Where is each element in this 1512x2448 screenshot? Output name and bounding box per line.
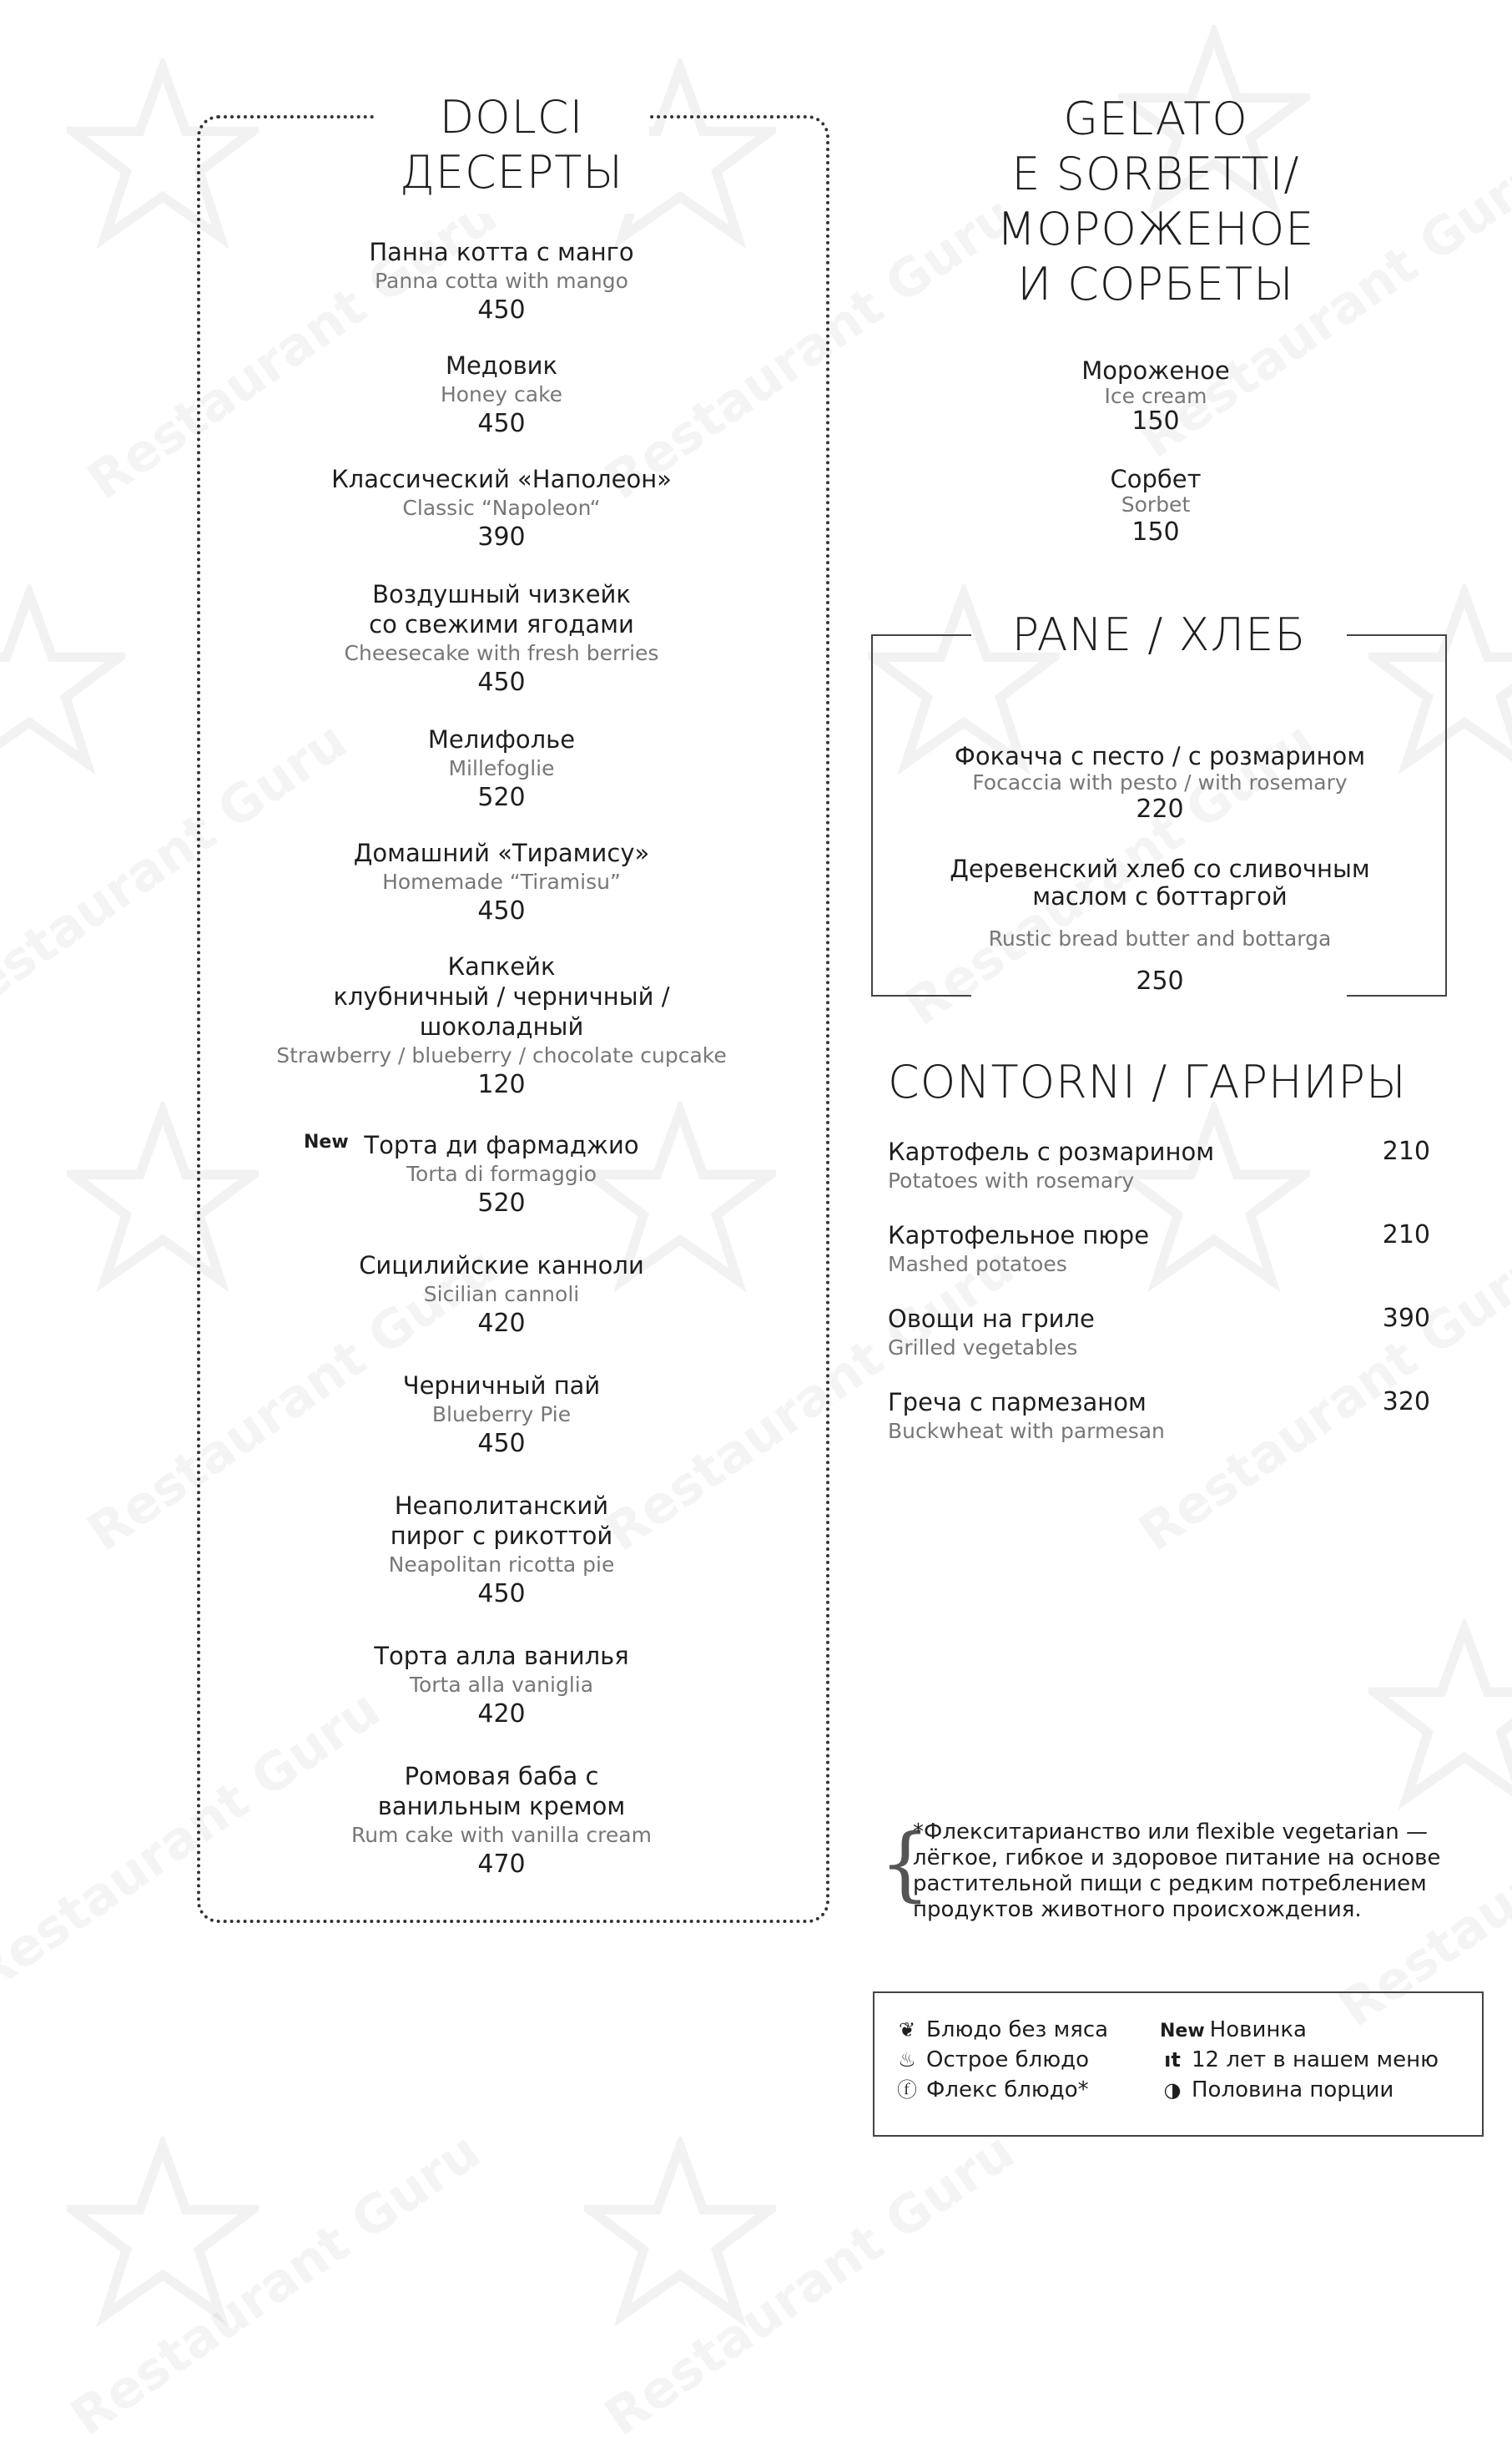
- pane-item-en: Focaccia with pesto / with rosemary: [972, 770, 1348, 795]
- dessert-price: 450: [477, 295, 526, 325]
- dessert-item: [200, 838, 803, 927]
- dessert-item: [200, 237, 803, 326]
- contorni-item-en: Grilled vegetables: [888, 1335, 1078, 1360]
- dessert-item: [200, 464, 803, 553]
- watermark-star-icon: [0, 584, 125, 776]
- dessert-name-ru: Торта ди фармаджио: [364, 1131, 639, 1159]
- dessert-price: 390: [477, 522, 526, 552]
- dessert-item: [200, 1130, 803, 1219]
- gelato-item-ru: Мороженое: [1081, 356, 1230, 385]
- dessert-name-en: Torta di formaggio: [406, 1162, 597, 1186]
- new-icon: New: [1160, 2021, 1205, 2042]
- dessert-name-ru: Черничный пай: [402, 1371, 601, 1400]
- watermark-text: [59, 2120, 491, 2447]
- dessert-name-ru: Домашний «Тирамису»: [353, 839, 650, 867]
- legend-label: 12 лет в нашем меню: [1192, 2047, 1439, 2072]
- dolci-title-line2: ДЕСЕРТЫ: [399, 146, 624, 199]
- gelato-title-line: GELATO: [1063, 93, 1248, 145]
- legend-label: Острое блюдо: [926, 2047, 1089, 2072]
- dessert-name-en: Millefoglie: [448, 756, 555, 780]
- dessert-price: 120: [477, 1070, 526, 1099]
- pane-item-price: 220: [1136, 795, 1184, 824]
- contorni-item-ru: Овощи на гриле: [888, 1305, 1095, 1333]
- footnote-line: лёгкое, гибкое и здоровое питание на основе: [913, 1845, 1441, 1870]
- contorni-item-en: Mashed potatoes: [888, 1252, 1067, 1276]
- legend-label: Новинка: [1209, 2017, 1307, 2042]
- dessert-item: [200, 1370, 803, 1460]
- legend-item: [895, 2077, 1089, 2103]
- dessert-item: [200, 1250, 803, 1340]
- contorni-title: CONTORNI / ГАРНИРЫ: [888, 1056, 1407, 1108]
- dessert-price: 420: [477, 1699, 526, 1729]
- leaf-icon: ❦: [898, 2018, 916, 2042]
- dessert-name-en: Blueberry Pie: [431, 1402, 572, 1426]
- gelato-title-line: E SORBETTI/: [1011, 148, 1300, 200]
- dessert-price: 520: [477, 1189, 526, 1218]
- dessert-price: 450: [477, 409, 526, 438]
- legend-item: [1160, 2016, 1307, 2045]
- legend-item: [895, 2047, 1089, 2073]
- dessert-name-en: Honey cake: [440, 382, 563, 406]
- flex-icon: ⓕ: [897, 2078, 917, 2102]
- watermark-text: [593, 2120, 1025, 2447]
- dessert-name-ru: Ромовая баба с ванильным кремом: [377, 1762, 626, 1820]
- dessert-name-en: Strawberry / blueberry / chocolate cupcake: [276, 1043, 727, 1068]
- contorni-item: [888, 1304, 1430, 1361]
- dessert-item: [200, 1761, 803, 1880]
- dessert-name-en: Cheesecake with fresh berries: [344, 641, 659, 665]
- pane-frame: [1347, 634, 1447, 636]
- pane-frame: [871, 634, 971, 636]
- dessert-name-ru: Капкейк клубничный / черничный / шоколадный: [333, 952, 670, 1041]
- dessert-price: 520: [477, 783, 526, 812]
- dessert-name-ru: Медовик: [445, 351, 558, 380]
- dessert-name-ru: Сицилийские канноли: [359, 1251, 644, 1280]
- dessert-item: [200, 351, 803, 440]
- dessert-name-ru: Воздушный чизкейк со свежими ягодами: [369, 580, 634, 638]
- footnote-line: продуктов животного происхождения.: [913, 1897, 1362, 1922]
- dessert-price: 450: [477, 668, 526, 697]
- pane-title: PANE / ХЛЕБ: [1011, 608, 1307, 661]
- dolci-title-line1: DOLCI: [439, 91, 584, 144]
- gelato-item: [935, 464, 1377, 549]
- contorni-item-ru: Картофельное пюре: [888, 1221, 1150, 1249]
- dessert-name-ru: Торта алла ванилья: [374, 1642, 629, 1670]
- dessert-item: [200, 951, 803, 1101]
- legend-label: Половина порции: [1192, 2077, 1394, 2102]
- new-badge: New: [304, 1132, 349, 1153]
- flexitarian-footnote: [913, 1820, 1455, 1923]
- legend-item: [1160, 2077, 1394, 2103]
- gelato-item-ru: Сорбет: [1110, 465, 1202, 493]
- pane-item: [876, 840, 1444, 1012]
- gelato-title-line: МОРОЖЕНОЕ: [996, 203, 1315, 255]
- contorni-item-ru: Картофель с розмарином: [888, 1138, 1215, 1166]
- contorni-item-en: Buckwheat with parmesan: [888, 1419, 1165, 1443]
- legend-item: [895, 2016, 1108, 2043]
- dessert-item: [200, 724, 803, 814]
- dolci-title: [374, 90, 649, 200]
- curly-brace-icon: {: [879, 1817, 931, 1910]
- dessert-item: [200, 579, 803, 699]
- watermark-star-icon: [1368, 1619, 1512, 1811]
- contorni-item-price: 320: [1382, 1387, 1430, 1416]
- contorni-item-price: 390: [1382, 1304, 1430, 1333]
- dessert-name-ru: Неаполитанский пирог с рикоттой: [390, 1492, 613, 1550]
- half-portion-icon: ◑: [1163, 2078, 1182, 2102]
- pane-item-ru: Фокачча с песто / с розмарином: [954, 742, 1366, 770]
- pane-frame: [871, 634, 873, 997]
- gelato-item-en: Ice cream: [1104, 384, 1207, 408]
- contorni-item: [888, 1220, 1430, 1278]
- footnote-line: *Флекситарианство или flexible vegetarian —: [913, 1820, 1429, 1845]
- contorni-item-ru: Греча с пармезаном: [888, 1388, 1147, 1416]
- contorni-item-price: 210: [1382, 1137, 1430, 1166]
- dessert-price: 450: [477, 1579, 526, 1608]
- dessert-name-en: Sicilian cannoli: [423, 1282, 580, 1306]
- dessert-name-ru: Классический «Наполеон»: [331, 465, 672, 493]
- gelato-title-line: И СОРБЕТЫ: [1017, 258, 1294, 310]
- dessert-name-en: Rum cake with vanilla cream: [351, 1823, 652, 1847]
- gelato-title: [935, 92, 1377, 312]
- gelato-item-en: Sorbet: [1121, 492, 1191, 517]
- dessert-name-en: Torta alla vaniglia: [409, 1673, 594, 1697]
- flame-icon: ♨: [898, 2048, 916, 2072]
- pane-item-en: Rustic bread butter and bottarga: [988, 926, 1332, 951]
- dessert-name-ru: Панна котта с манго: [369, 238, 634, 266]
- dessert-price: 450: [477, 1429, 526, 1458]
- contorni-item-en: Potatoes with rosemary: [888, 1168, 1135, 1193]
- legend-label: Блюдо без мяса: [926, 2017, 1109, 2042]
- dessert-name-en: Classic “Napoleon“: [402, 496, 601, 520]
- dessert-name-en: Homemade “Tiramisu”: [382, 870, 621, 894]
- pane-item-ru: Деревенский хлеб со сливочным маслом с боттаргой: [950, 855, 1370, 911]
- gelato-item: [935, 356, 1377, 436]
- dessert-price: 420: [477, 1309, 526, 1338]
- dessert-item: [200, 1641, 803, 1730]
- gelato-item-price: 150: [1131, 517, 1180, 547]
- pane-frame: [1445, 634, 1447, 997]
- legend-item: [1160, 2047, 1439, 2073]
- pane-item: [876, 743, 1444, 824]
- dessert-name-ru: Мелифолье: [427, 725, 576, 754]
- contorni-item-price: 210: [1382, 1220, 1430, 1249]
- dessert-price: 470: [477, 1850, 526, 1879]
- dessert-name-en: Panna cotta with mango: [375, 269, 628, 293]
- legend-box: [873, 1991, 1484, 2137]
- gelato-item-price: 150: [1131, 406, 1180, 436]
- contorni-item: [888, 1387, 1430, 1445]
- dessert-item: [200, 1491, 803, 1610]
- footnote-line: растительной пищи с редким потреблением: [913, 1871, 1427, 1896]
- dessert-name-en: Neapolitan ricotta pie: [388, 1552, 615, 1577]
- legend-label: Флекс блюдо*: [926, 2077, 1089, 2102]
- dessert-price: 450: [477, 896, 526, 926]
- contorni-item: [888, 1137, 1430, 1194]
- twelve-years-icon: ıt: [1164, 2048, 1181, 2072]
- pane-item-price: 250: [1136, 967, 1184, 996]
